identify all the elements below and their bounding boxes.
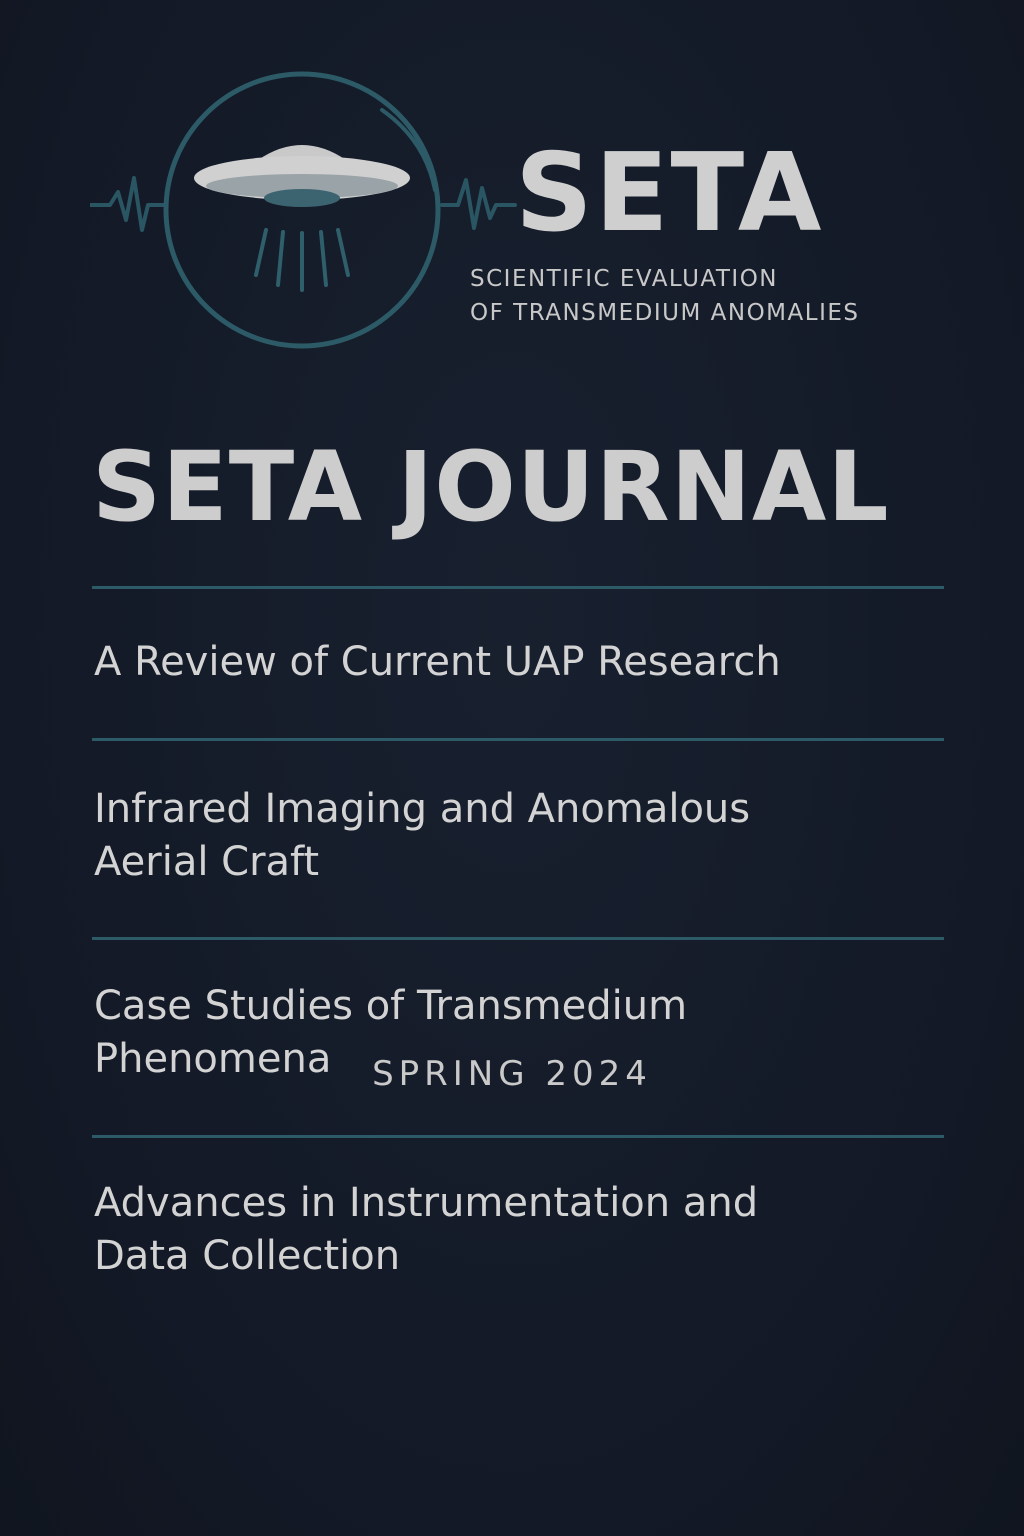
brand-tagline-line1: SCIENTIFIC EVALUATION bbox=[470, 266, 779, 292]
brand-wordmark: SETA bbox=[515, 131, 824, 256]
article-title-2: Infrared Imaging and Anomalous Aerial Craft bbox=[94, 786, 751, 885]
journal-title: SETA JOURNAL bbox=[92, 431, 890, 543]
divider-rule bbox=[92, 1135, 944, 1138]
article-title-4: Advances in Instrumentation and Data Collection bbox=[94, 1180, 759, 1279]
seta-logo bbox=[90, 60, 910, 360]
brand-tagline-line2: OF TRANSMEDIUM ANOMALIES bbox=[470, 300, 860, 326]
article-title-3: Case Studies of Transmedium Phenomena bbox=[94, 983, 688, 1082]
issue-date: SPRING 2024 bbox=[372, 1054, 652, 1094]
article-title-1: A Review of Current UAP Research bbox=[94, 639, 781, 685]
divider-rule bbox=[92, 738, 944, 741]
divider-rule bbox=[92, 586, 944, 589]
brand-tagline bbox=[470, 262, 860, 330]
ufo-icon bbox=[90, 60, 530, 360]
divider-rule bbox=[92, 937, 944, 940]
